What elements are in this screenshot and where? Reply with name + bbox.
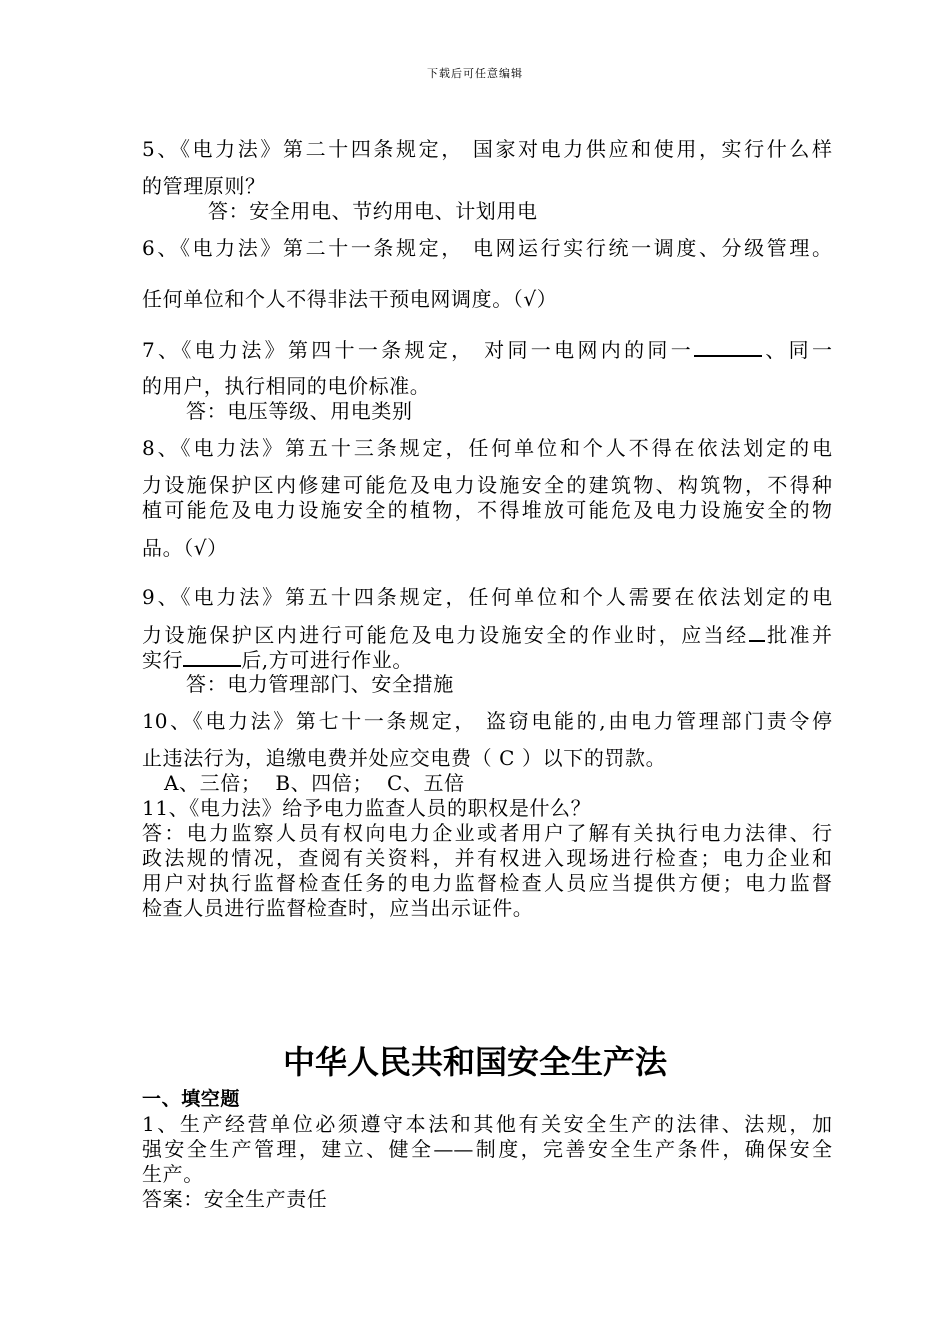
q9-line2-text-b: 批准并 — [764, 623, 833, 647]
q8-line3: 植可能危及电力设施安全的植物，不得堆放可能危及电力设施安全的物 — [142, 498, 832, 522]
page-header: 下载后可任意编辑 — [427, 67, 523, 80]
q9-line1: 9、《电力法》第五十四条规定，任何单位和个人需要在依法划定的电 — [142, 585, 832, 609]
q8-line4: 品。（√） — [142, 536, 228, 560]
q7-line1-text-b: 、同一 — [762, 338, 833, 362]
q9-fill-blank-2 — [183, 647, 241, 667]
q8-line2: 力设施保护区内修建可能危及电力设施安全的建筑物、构筑物，不得种 — [142, 473, 832, 497]
section-q1-line1: 1、生产经营单位必须遵守本法和其他有关安全生产的法律、法规，加 — [142, 1112, 832, 1136]
q5-answer: 答：安全用电、节约用电、计划用电 — [208, 199, 538, 223]
q11-line3: 政法规的情况，查阅有关资料，并有权进入现场进行检查；电力企业和 — [142, 846, 832, 870]
q9-line2 — [142, 622, 832, 647]
q5-line1: 5、《电力法》第二十四条规定， 国家对电力供应和使用，实行什么样 — [142, 137, 832, 161]
section-q1-line2: 强安全生产管理，建立、健全——制度，完善安全生产条件，确保安全 — [142, 1137, 832, 1161]
q9-answer: 答：电力管理部门、安全措施 — [186, 672, 454, 696]
q6-line2: 任何单位和个人不得非法干预电网调度。（√） — [142, 287, 558, 311]
q7-line2: 的用户，执行相同的电价标准。 — [142, 374, 431, 398]
q7-answer: 答：电压等级、用电类别 — [186, 399, 413, 423]
section-subtitle: 一、填空题 — [142, 1088, 241, 1110]
q9-fill-blank-1 — [749, 622, 765, 642]
section-q1-line3: 生产。 — [142, 1162, 204, 1186]
q10-line2: 止违法行为，追缴电费并处应交电费（ C ）以下的罚款。 — [142, 746, 667, 770]
section-title: 中华人民共和国安全生产法 — [282, 1043, 667, 1081]
q7-line1-text-a: 7、《电力法》第四十一条规定， 对同一电网内的同一 — [142, 338, 695, 362]
q11-line1: 11、《电力法》给予电力监查人员的职权是什么？ — [142, 796, 592, 820]
q8-line1: 8、《电力法》第五十三条规定，任何单位和个人不得在依法划定的电 — [142, 436, 832, 460]
q6-line1: 6、《电力法》第二十一条规定， 电网运行实行统一调度、分级管理。 — [142, 236, 832, 260]
q7-line1 — [142, 337, 832, 362]
q9-line3 — [142, 647, 413, 672]
q9-line2-text-a: 力设施保护区内进行可能危及电力设施安全的作业时，应当经 — [142, 623, 749, 647]
q7-fill-blank — [694, 337, 762, 357]
q9-line3-text-b: 后,方可进行作业。 — [241, 648, 413, 672]
q11-line4: 用户对执行监督检查任务的电力监督检查人员应当提供方便；电力监督 — [142, 871, 832, 895]
q10-line1: 10、《电力法》第七十一条规定， 盗窃电能的,由电力管理部门责令停 — [142, 709, 832, 733]
q11-line5: 检查人员进行监督检查时，应当出示证件。 — [142, 896, 534, 920]
q9-line3-text-a: 实行 — [142, 648, 184, 672]
section-answer: 答案：安全生产责任 — [142, 1187, 328, 1211]
q11-line2: 答：电力监察人员有权向电力企业或者用户了解有关执行电力法律、行 — [142, 821, 832, 845]
q5-line2: 的管理原则？ — [142, 174, 266, 198]
q10-options: A、三倍； B、四倍； C、五倍 — [164, 771, 465, 795]
